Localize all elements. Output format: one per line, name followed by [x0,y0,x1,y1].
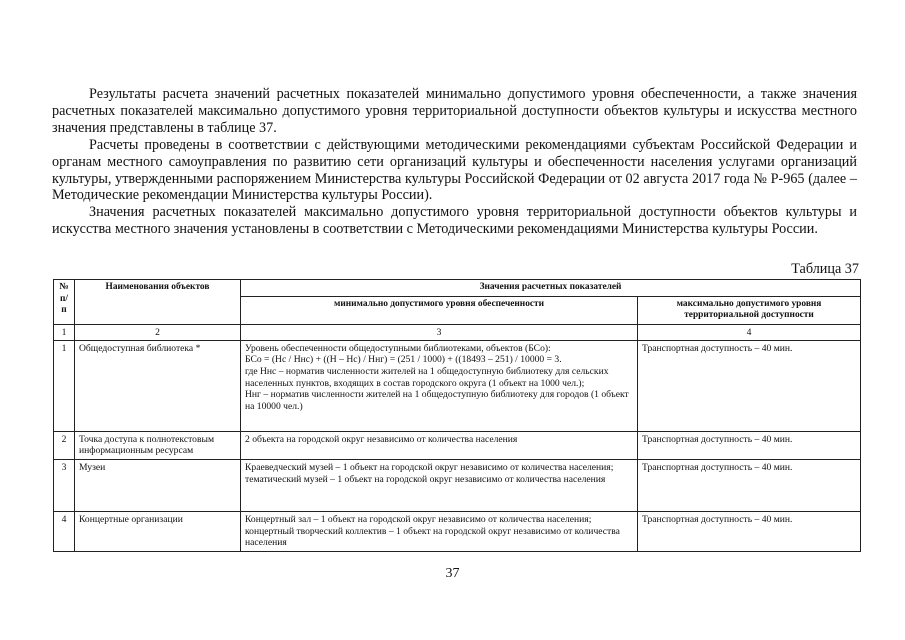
header-min: минимально допустимого уровня обеспеченности [241,296,638,324]
column-numbers-row [54,324,861,340]
column-number: 2 [75,324,241,340]
table-row [54,340,861,431]
header-name: Наименования объектов [75,280,241,325]
min-value-cell [241,511,638,551]
header-max: максимально допустимого уровня территориальной доступности [638,296,861,324]
min-value-line: БСо = (Нс / Ннс) + ((Н – Нс) / Ннг) = (251 / 1000) + ((18493 – 251) / 10000 = 3. [245,354,562,366]
max-value-cell: Транспортная доступность – 40 мин. [638,459,861,511]
column-number: 3 [241,324,638,340]
min-value-line: концертный творческий коллектив – 1 объект на городской округ независимо от количества населения [245,525,620,549]
min-value-line: Концертный зал – 1 объект на городской округ независимо от количества населения; [245,513,592,525]
table-caption: Таблица 37 [791,261,859,277]
row-num: 1 [54,340,75,431]
min-value-line: Краеведческий музей – 1 объект на городской округ независимо от количества населения; [245,461,614,473]
header-num: № п/п [54,280,75,325]
body-text [52,86,857,238]
culture-objects-table [53,279,861,552]
paragraph: Результаты расчета значений расчетных показателей минимально допустимого уровня обеспеченности, а также значения расчетных показателей максимально допустимого уровня территориальной доступности объектов культуры и искусства местного значения представлены в таблице 37. [52,86,857,136]
min-value-line: где Ннс – норматив численности жителей на 1 общедоступную библиотеку для сельских населенных пунктов, входящих в состав городского округа (1 объект на 1000 чел.); [245,365,609,389]
min-value-line: 2 объекта на городской округ независимо от количества населения [245,433,518,445]
row-num: 4 [54,511,75,551]
min-value-cell [241,340,638,431]
min-value-line: Ннг – норматив численности жителей на 1 общедоступную библиотеку для городов (1 объект на 10000 чел.) [245,389,629,412]
object-name: Точка доступа к полнотекстовым информационным ресурсам [75,431,241,459]
min-value-cell [241,431,638,459]
paragraph: Значения расчетных показателей максимально допустимого уровня территориальной доступности объектов культуры и искусства местного значения установлены в соответствии с Методическими рекомендациями Министерства культуры России. [52,204,857,238]
column-number: 4 [638,324,861,340]
paragraph: Расчеты проведены в соответствии с действующими методическими рекомендациями субъектам Российской Федерации и органам местного самоуправления по развитию сети организаций культуры и обеспеченности населения услугами организаций культуры, утвержденными распоряжением Министерства культуры Российской Федерации от 02 августа 2017 года № Р-965 (далее – Методические рекомендации Министерства культуры России). [52,136,857,204]
max-value-cell: Транспортная доступность – 40 мин. [638,431,861,459]
object-name: Общедоступная библиотека * [75,340,241,431]
page-number: 37 [445,566,460,581]
object-name: Концертные организации [75,511,241,551]
row-num: 3 [54,459,75,511]
column-number: 1 [54,324,75,340]
min-value-cell [241,459,638,511]
min-value-line: Уровень обеспеченности общедоступными библиотеками, объектов (БСо): [245,342,551,354]
max-value-cell: Транспортная доступность – 40 мин. [638,511,861,551]
table-row [54,511,861,551]
table-row [54,431,861,459]
table-row [54,459,861,511]
max-value-cell: Транспортная доступность – 40 мин. [638,340,861,431]
table-header-row [54,280,861,297]
row-num: 2 [54,431,75,459]
min-value-line: тематический музей – 1 объект на городской округ независимо от количества населения [245,473,606,485]
object-name: Музеи [75,459,241,511]
header-values: Значения расчетных показателей [241,280,861,297]
